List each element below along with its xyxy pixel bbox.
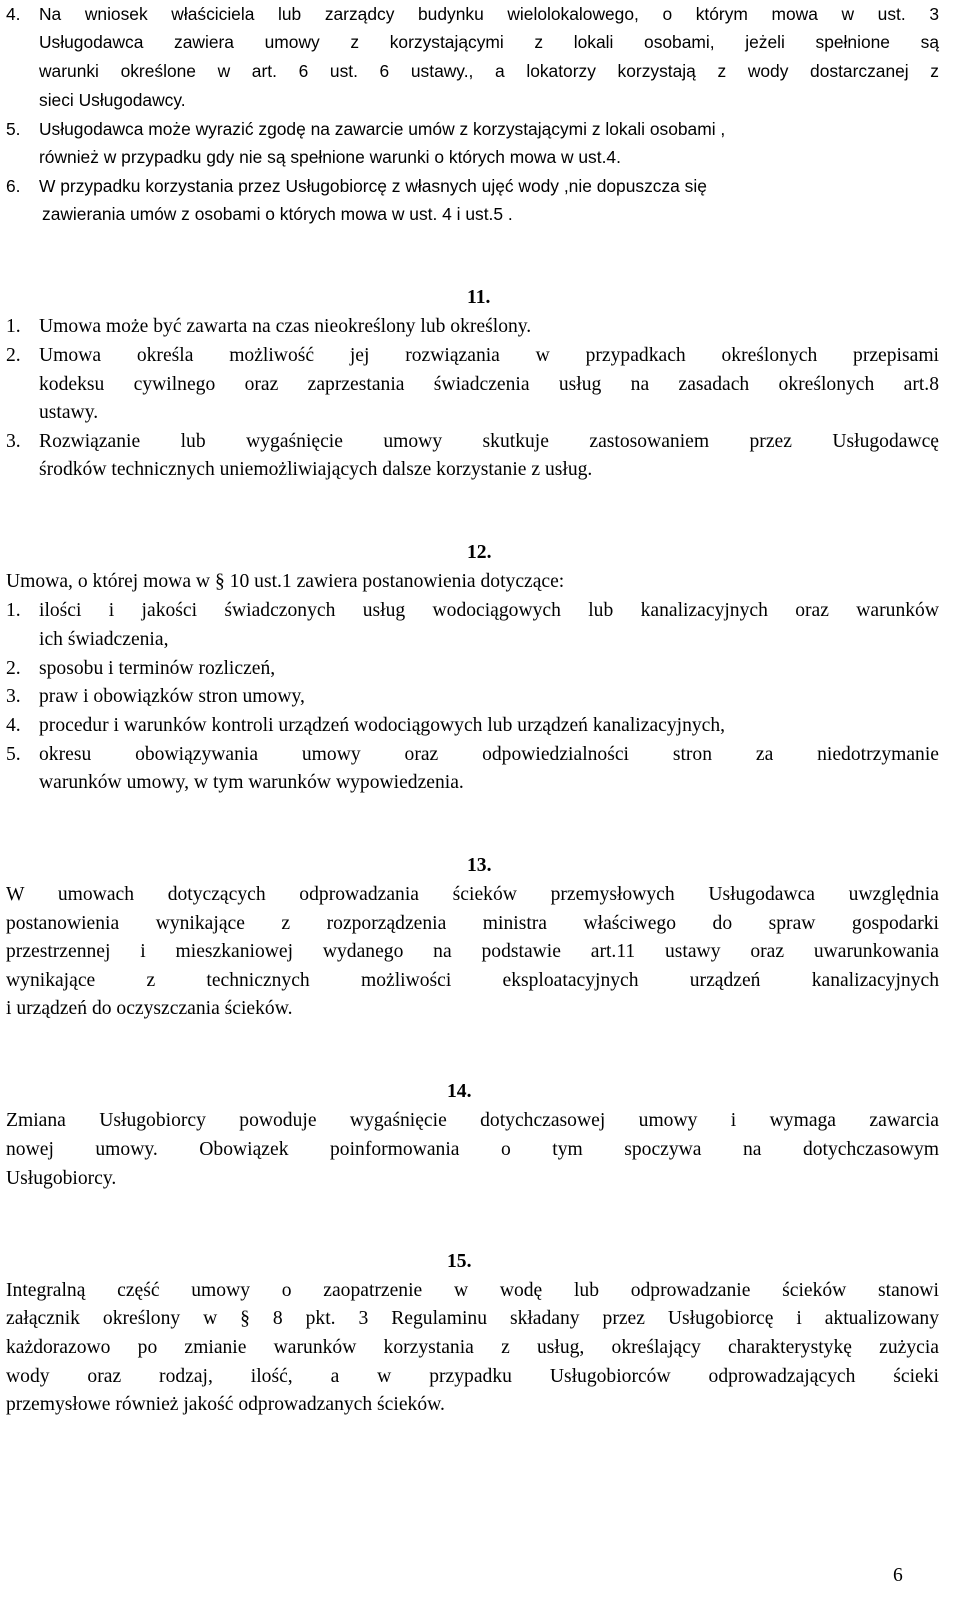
paragraph-line: Usługobiorcy. [6,1168,117,1189]
paragraph-line: ich świadczenia, [39,629,169,650]
item-number: 4. [6,715,21,736]
item-number: 4. [6,4,21,24]
paragraph-line: Zmiana Usługobiorcy powoduje wygaśnięcie dotychczasowej umowy i wymaga zawarcia [6,1110,939,1131]
paragraph-line: ilości i jakości świadczonych usług wodociągowych lub kanalizacyjnych oraz warunków [39,600,939,621]
item-number: 2. [6,345,21,366]
paragraph-line: wynikające z technicznych możliwości eksploatacyjnych urządzeń kanalizacyjnych [6,970,939,991]
item-number: 3. [6,431,21,452]
paragraph-line: nowej umowy. Obowiązek poinformowania o tym spoczywa na dotychczasowym [6,1139,939,1160]
paragraph-line: każdorazowo po zmianie warunków korzystania z usług, określający charakterystykę zużycia [6,1337,939,1358]
item-number: 3. [6,686,21,707]
page-number: 6 [893,1565,903,1586]
paragraph-line: sieci Usługodawcy. [39,90,186,110]
paragraph-line: środków technicznych uniemożliwiających dalsze korzystanie z usług. [39,459,593,480]
paragraph-line: Umowa określa możliwość jej rozwiązania w przypadkach określonych przepisami [39,345,939,366]
section-heading: 14. [447,1081,472,1102]
paragraph-line: Rozwiązanie lub wygaśnięcie umowy skutkuje zastosowaniem przez Usługodawcę [39,431,939,452]
paragraph-line: postanowienia wynikające z rozporządzenia ministra właściwego do spraw gospodarki [6,913,939,934]
section-intro: Umowa, o której mowa w § 10 ust.1 zawiera postanowienia dotyczące: [6,571,565,592]
item-number: 2. [6,658,21,679]
section-heading: 15. [447,1251,472,1272]
paragraph-line: Usługodawca zawiera umowy z korzystającymi z lokali osobami, jeżeli spełnione są [39,32,939,52]
paragraph-line: procedur i warunków kontroli urządzeń wodociągowych lub urządzeń kanalizacyjnych, [39,715,726,736]
paragraph-line: sposobu i terminów rozliczeń, [39,658,276,679]
section-heading: 11. [467,287,491,308]
paragraph-line: praw i obowiązków stron umowy, [39,686,305,707]
paragraph-line: warunki określone w art. 6 ust. 6 ustawy., a lokatorzy korzystają z wody dostarczanej z [39,61,939,81]
paragraph-line: zawierania umów z osobami o których mowa w ust. 4 i ust.5 . [42,204,513,224]
item-number: 5. [6,744,21,765]
paragraph-line: kodeksu cywilnego oraz zaprzestania świadczenia usług na zasadach określonych art.8 [39,374,939,395]
item-number: 1. [6,316,21,337]
paragraph-line: W umowach dotyczących odprowadzania ścieków przemysłowych Usługodawca uwzględnia [6,884,939,905]
section-heading: 13. [467,855,492,876]
paragraph-line: i urządzeń do oczyszczania ścieków. [6,998,293,1019]
paragraph-line: przestrzennej i mieszkaniowej wydanego na podstawie art.11 ustawy oraz uwarunkowania [6,941,939,962]
paragraph-line: warunków umowy, w tym warunków wypowiedzenia. [39,772,464,793]
item-number: 6. [6,176,21,196]
paragraph-line: Na wniosek właściciela lub zarządcy budynku wielolokalowego, o którym mowa w ust. 3 [39,4,939,24]
paragraph-line: Integralną część umowy o zaopatrzenie w wodę lub odprowadzanie ścieków stanowi [6,1280,939,1301]
item-number: 1. [6,600,21,621]
paragraph-line: W przypadku korzystania przez Usługobiorcę z własnych ujęć wody ,nie dopuszcza się [39,176,707,196]
paragraph-line: wody oraz rodzaj, ilość, a w przypadku Usługobiorców odprowadzających ścieki [6,1366,939,1387]
paragraph-line: okresu obowiązywania umowy oraz odpowiedzialności stron za niedotrzymanie [39,744,939,765]
paragraph-line: załącznik określony w § 8 pkt. 3 Regulaminu składany przez Usługobiorcę i aktualizowany [6,1308,939,1329]
section-heading: 12. [467,542,492,563]
paragraph-line: ustawy. [39,402,99,423]
paragraph-line: również w przypadku gdy nie są spełnione warunki o których mowa w ust.4. [39,147,621,167]
paragraph-line: Usługodawca może wyrazić zgodę na zawarcie umów z korzystającymi z lokali osobami , [39,119,726,139]
paragraph-line: przemysłowe również jakość odprowadzanych ścieków. [6,1394,445,1415]
paragraph-line: Umowa może być zawarta na czas nieokreślony lub określony. [39,316,532,337]
item-number: 5. [6,119,21,139]
